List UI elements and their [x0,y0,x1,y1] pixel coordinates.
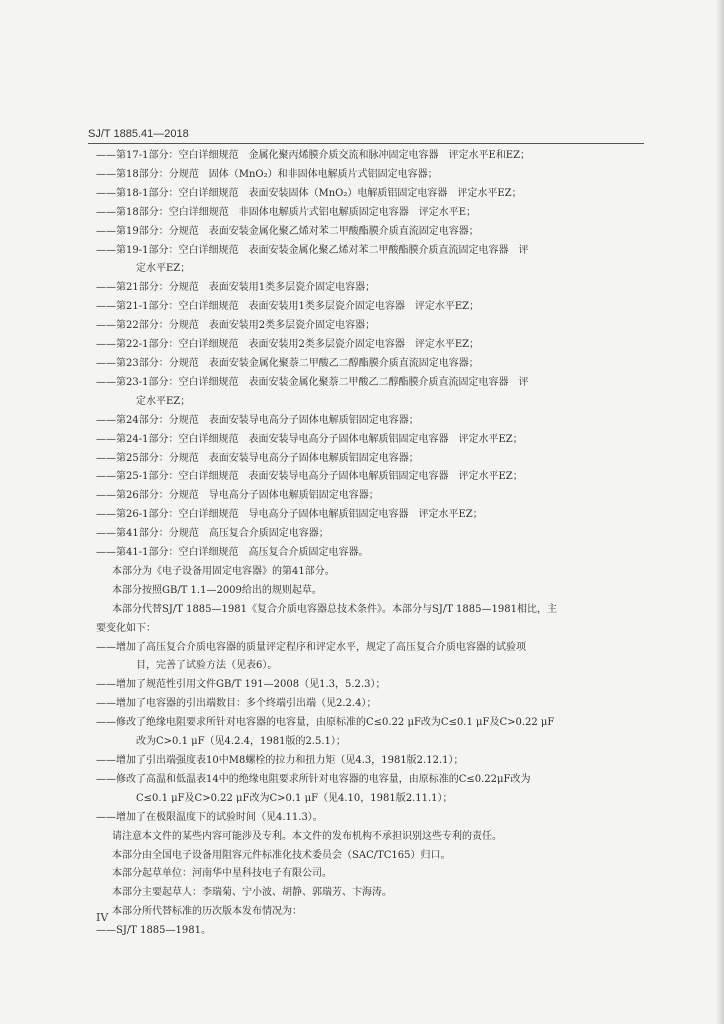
list-item: ——第18-1部分：空白详细规范 表面安装固体（MnO₂）电解质铝固定电容器 评定水平EZ； [96,187,522,199]
history-item: ——SJ/T 1885—1981。 [96,925,211,937]
page-content [96,147,636,941]
list-item: ——第23部分：分规范 表面安装金属化聚萘二甲酸乙二醇酯膜介质直流固定电容器； [96,357,479,369]
list-item: ——第18部分：分规范 固体（MnO₂）和非固体电解质片式铝固定电容器； [96,168,438,180]
list-item: ——第23-1部分：空白详细规范 表面安装金属化聚萘二甲酸乙二醇酯膜介质直流固定电容器 评 定水平EZ； [96,376,529,407]
list-item: ——第17-1部分：空白详细规范 金属化聚丙烯膜介质交流和脉冲固定电容器 评定水平E和EZ； [96,150,531,161]
change-item: ——增加了规范性引用文件GB/T 191—2008（见1.3，5.2.3）； [96,679,386,691]
list-item: ——第18部分：空白详细规范 非固体电解质片式铝电解质固定电容器 评定水平E； [96,206,477,218]
paragraph-drafting-unit: 本部分起草单位：河南华中星科技电子有限公司。 [112,868,332,880]
paragraph-replacement: 本部分代替SJ/T 1885—1981《复合介质电容器总技术条件》。本部分与SJ/T 1885—1981相比，主 要变化如下： [96,603,557,634]
paragraph-patent-notice: 请注意本文件的某些内容可能涉及专利。本文件的发布机构不承担识别这些专利的责任。 [112,830,502,842]
list-item: ——第21-1部分：空白详细规范 表面安装用1类多层瓷介固定电容器 评定水平EZ； [96,301,480,313]
list-item: ——第25部分：分规范 表面安装导电高分子固体电解质铝固定电容器； [96,452,419,464]
page-edge-shadow [716,0,724,1024]
list-item: ——第26-1部分：空白详细规范 导电高分子固体电解质铝固定电容器 评定水平EZ； [96,509,483,521]
list-item: ——第26部分：分规范 导电高分子固体电解质铝固定电容器； [96,490,379,502]
list-item: ——第41-1部分：空白详细规范 高压复合介质固定电容器。 [96,547,369,559]
list-item: ——第24部分：分规范 表面安装导电高分子固体电解质铝固定电容器； [96,414,419,426]
change-item: ——增加了在极限温度下的试验时间（见4.11.3）。 [96,811,323,823]
list-item: ——第22部分：分规范 表面安装用2类多层瓷介固定电容器； [96,320,376,332]
list-item: ——第22-1部分：空白详细规范 表面安装用2类多层瓷介固定电容器 评定水平EZ； [96,339,480,351]
paragraph-committee: 本部分由全国电子设备用阻容元件标准化技术委员会（SAC/TC165）归口。 [112,849,451,861]
header-rule [88,143,644,144]
list-item: ——第19-1部分：空白详细规范 表面安装金属化聚乙烯对苯二甲酸酯膜介质直流固定电容器 评 定水平EZ； [96,244,529,275]
page-number: IV [96,911,109,924]
change-item: ——修改了高温和低温表14中的绝缘电阻要求所针对电容器的电容量，由原标准的C≤0.22μF改为 C≤0.1 μF及C>0.22 μF改为C>0.1 μF（见4.10，1981版2.11.1）； [96,773,531,804]
list-item: ——第19部分：分规范 表面安装金属化聚乙烯对苯二甲酸酯膜介质直流固定电容器； [96,225,479,237]
list-item: ——第41部分：分规范 高压复合介质固定电容器； [96,528,329,540]
change-item: ——增加了高压复合介质电容器的质量评定程序和评定水平，规定了高压复合介质电容器的试验项 目，完善了试验方法（见表6）。 [96,641,526,672]
paragraph-drafters: 本部分主要起草人：李瑞菊、宁小波、胡静、郭瑞芳、卞海涛。 [112,887,392,899]
paragraph-part-number: 本部分为《电子设备用固定电容器》的第41部分。 [112,565,335,577]
change-item: ——增加了引出端强度表10中M8螺栓的拉力和扭力矩（见4.3，1981版2.12.1）； [96,755,464,766]
list-item: ——第25-1部分：空白详细规范 表面安装导电高分子固体电解质铝固定电容器 评定水平EZ； [96,471,523,483]
document-header-id: SJ/T 1885.41—2018 [88,128,189,140]
list-item: ——第24-1部分：空白详细规范 表面安装导电高分子固体电解质铝固定电容器 评定水平EZ； [96,433,523,445]
paragraph-drafting-rules: 本部分按照GB/T 1.1—2009给出的规则起草。 [112,584,322,596]
change-item: ——增加了电容器的引出端数目：多个终端引出端（见2.2.4）； [96,698,377,710]
paragraph-history: 本部分所代替标准的历次版本发布情况为： [112,906,302,918]
change-item: ——修改了绝缘电阻要求所针对电容器的电容量，由原标准的C≤0.22 μF改为C≤0.1 μF及C>0.22 μF 改为C>0.1 μF（见4.2.4，1981版的2.5.1）； [96,717,555,748]
list-item: ——第21部分：分规范 表面安装用1类多层瓷介固定电容器； [96,282,376,294]
